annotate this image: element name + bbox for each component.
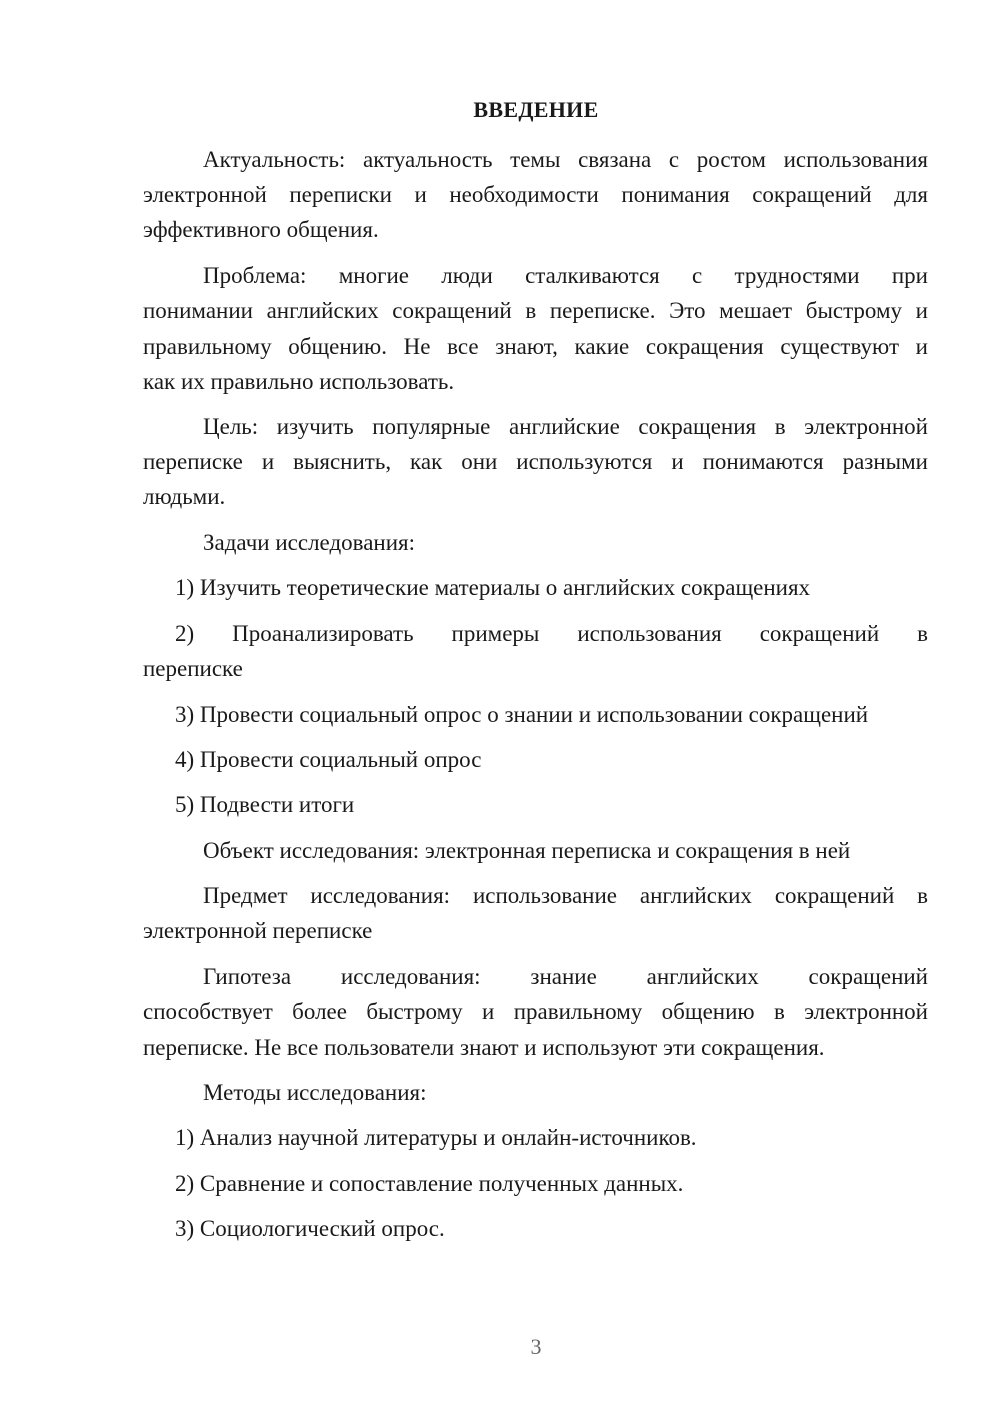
relevance-line-1: Актуальность: актуальность темы связана с ростом использования (203, 147, 928, 172)
task-item-2-line-1: 2) Проанализировать примеры использования сокращений в (175, 621, 928, 646)
method-item-2: 2) Сравнение и сопоставление полученных данных. (175, 1171, 684, 1196)
method-item-3: 3) Социологический опрос. (175, 1216, 445, 1241)
goal-line-3: людьми. (143, 484, 226, 509)
problem-line-4: как их правильно использовать. (143, 369, 455, 394)
tasks-heading: Задачи исследования: (203, 530, 416, 555)
goal-line-1: Цель: изучить популярные английские сокращения в электронной (203, 414, 928, 439)
page-title: ВВЕДЕНИЕ (473, 97, 599, 122)
method-item-1: 1) Анализ научной литературы и онлайн-источников. (175, 1125, 697, 1150)
relevance-line-2: электронной переписки и необходимости понимания сокращений для (143, 182, 928, 207)
task-item-2-line-2: переписке (143, 656, 243, 681)
hypothesis-line-1: Гипотеза исследования: знание английских сокращений (203, 964, 928, 989)
task-item-4: 4) Провести социальный опрос (175, 747, 482, 772)
methods-heading: Методы исследования: (203, 1080, 427, 1105)
problem-line-2: понимании английских сокращений в переписке. Это мешает быстрому и (143, 298, 928, 323)
hypothesis-line-2: способствует более быстрому и правильному общению в электронной (143, 999, 928, 1024)
subject-line-2: электронной переписке (143, 918, 373, 943)
task-item-1: 1) Изучить теоретические материалы о английских сокращениях (175, 575, 811, 600)
goal-line-2: переписке и выяснить, как они используются и понимаются разными (143, 449, 928, 474)
page-number: 3 (530, 1334, 542, 1359)
task-item-5: 5) Подвести итоги (175, 792, 355, 817)
hypothesis-line-3: переписке. Не все пользователи знают и используют эти сокращения. (143, 1035, 825, 1060)
subject-line-1: Предмет исследования: использование английских сокращений в (203, 883, 928, 908)
task-item-3: 3) Провести социальный опрос о знании и использовании сокращений (175, 702, 869, 727)
problem-line-1: Проблема: многие люди сталкиваются с трудностями при (203, 263, 928, 288)
object-line: Объект исследования: электронная переписка и сокращения в ней (203, 838, 851, 863)
relevance-line-3: эффективного общения. (143, 217, 379, 242)
problem-line-3: правильному общению. Не все знают, какие сокращения существуют и (143, 334, 928, 359)
